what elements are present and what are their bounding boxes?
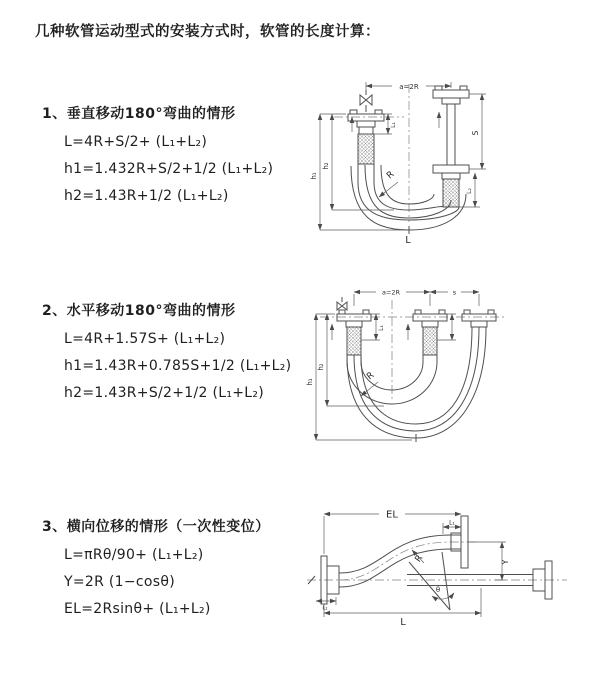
hose-s-curve [339, 535, 477, 587]
dim-label-s: S [471, 130, 480, 136]
section-2-formula-h1: h1=1.43R+0.785S+1/2 (L₁+L₂) [64, 358, 292, 374]
radius-leader [379, 182, 398, 197]
radius-leader [361, 382, 378, 396]
dim-label-radius: R [365, 370, 377, 383]
section-vertical-movement [42, 103, 273, 204]
section-1-formula-L: L=4R+S/2+ (L₁+L₂) [64, 134, 208, 150]
dim-label-h1: h₁ [306, 378, 314, 386]
valve-icon [360, 90, 372, 112]
dim-label-length: L [405, 235, 411, 246]
section-horizontal-movement [42, 300, 291, 401]
left-pipe-assembly [348, 110, 384, 164]
diagram-vertical-180-bend [306, 70, 586, 250]
dim-label-theta: θ [435, 586, 441, 594]
dim-label-a2r: a=2R [381, 288, 401, 297]
dim-label-l1: L₁ [378, 325, 385, 331]
section-3-formula-Y: Y=2R (1−cosθ) [64, 574, 175, 590]
dim-label-h2: h₂ [317, 363, 325, 371]
braid-section [347, 327, 361, 355]
section-3-heading: 3、横向位移的情形（一次性变位） [42, 519, 270, 535]
diagram-lateral-displacement [303, 500, 600, 645]
right-pipe-assembly [462, 310, 496, 327]
section-lateral-displacement [42, 516, 270, 617]
dim-label-radius: R [385, 169, 397, 182]
section-3-formula-EL: EL=2Rsinθ+ (L₁+L₂) [64, 601, 211, 617]
dim-label-s: s [452, 288, 457, 297]
dim-label-length: L [400, 617, 406, 628]
dim-label-l1: L₁ [390, 122, 397, 128]
valve-icon [337, 297, 347, 310]
dim-label-radius: R [413, 553, 426, 565]
page-title: 几种软管运动型式的安装方式时，软管的长度计算： [35, 24, 380, 40]
section-1-formula-h1: h1=1.432R+S/2+1/2 (L₁+L₂) [64, 161, 274, 177]
dim-label-y: Y [501, 559, 510, 565]
braid-section [358, 134, 374, 164]
section-2-heading: 2、水平移动180°弯曲的情形 [42, 303, 236, 319]
section-1-heading: 1、垂直移动180°弯曲的情形 [42, 106, 236, 122]
dim-label-l1-top: L₁ [449, 519, 455, 527]
dim-label-el: EL [386, 509, 398, 521]
section-2-formula-h2: h2=1.43R+S/2+1/2 (L₁+L₂) [64, 385, 265, 401]
dim-label-a2r: a=2R [399, 82, 419, 91]
diagram-horizontal-180-bend [304, 282, 594, 454]
dim-label-l1-left: L₁ [322, 605, 328, 612]
dim-label-l2: L₂ [466, 188, 473, 194]
braid-section [423, 327, 437, 355]
section-1-formula-h2: h2=1.43R+1/2 (L₁+L₂) [64, 188, 229, 204]
section-3-formula-L: L=πRθ/90+ (L₁+L₂) [64, 547, 204, 563]
hose-u-bends [347, 327, 486, 442]
dim-label-h1: h₁ [310, 172, 318, 180]
right-pipe-assembly [433, 86, 469, 207]
section-2-formula-L: L=4R+1.57S+ (L₁+L₂) [64, 331, 226, 347]
dim-label-h2: h₂ [322, 162, 330, 170]
